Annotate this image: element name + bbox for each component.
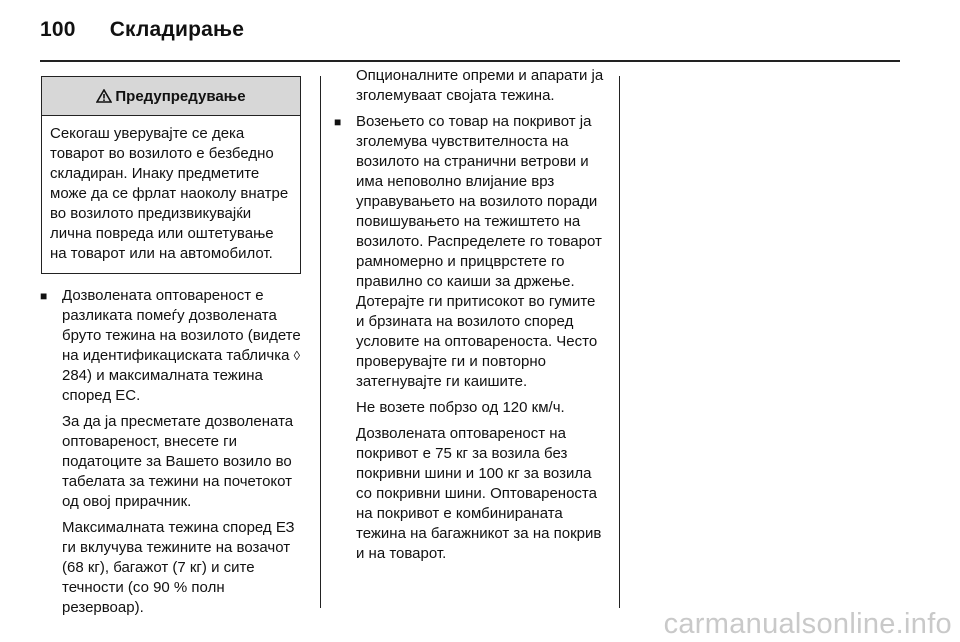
page-number: 100 (40, 18, 76, 41)
bullet-square-icon: ■ (40, 289, 48, 303)
list-item (334, 112, 606, 570)
bullet-paragraph: Не возете побрзо од 120 км/ч. (356, 399, 565, 416)
list-item (40, 286, 302, 412)
bullet-paragraph: Возењето со товар на покривот ја зголемува чувствителноста на возилото на странични ветрови и има неповолно влијание врз управувањето на возилото поради повишувањето на тежиштето на возилото. Распределете го товарот рамномерно и прицврстете го правилно со каиши за држење. Дотерајте ги притисокот во гумите и брзината на возилото според условите на оптовареноста. Често проверувајте ги и повторно затегнувајте ги каишите. (356, 113, 602, 390)
warning-title: Предупредување (115, 87, 246, 105)
paragraph: Опционалните опреми и апарати ја зголемуваат својата тежина. (356, 67, 604, 104)
page-reference-arrow-icon: ◊ (293, 348, 301, 363)
bullet-square-icon: ■ (334, 115, 342, 129)
column-divider-left (320, 76, 321, 608)
warning-body: Секогаш уверувајте се дека товарот во возилото е безбедно складиран. Инаку предметите може да се фрлат наоколу внатре во возилото предизвикувајќи лична повреда или оштетување на товарот или на автомобилот. (50, 125, 289, 262)
column-divider-right (619, 76, 620, 608)
bullet-paragraph: Дозволената оптовареност е разликата помеѓу дозволената бруто тежина на возилото (видете на идентификациската табличка ◊ 284) и максималната тежина според ЕС. (62, 287, 301, 404)
paragraph: За да ја пресметате дозволената оптовареност, внесете ги податоците за Вашето возило во табелата за тежини на почетокот од овој прирачник. (62, 413, 294, 510)
left-column (40, 286, 302, 624)
section-title: Складирање (109, 18, 245, 41)
warning-box (41, 76, 301, 274)
watermark: carmanualsonline.info (663, 608, 952, 640)
paragraph: Максималната тежина според ЕЗ ги вклучува тежините на возачот (68 кг), багажот (7 кг) и сите течности (со 90 % полн резервоар). (62, 519, 295, 616)
warning-triangle-icon (96, 89, 112, 103)
middle-column (334, 66, 606, 570)
bullet-paragraph: Дозволената оптовареност на покривот е 75 кг за возила без покривни шини и 100 кг за возила со покривни шини. Оптовареноста на покривот е комбинираната тежина на багажникот за на покрив и на товарот. (356, 425, 602, 562)
header-rule (40, 60, 900, 62)
page-header (40, 18, 244, 42)
warning-header (42, 77, 300, 116)
